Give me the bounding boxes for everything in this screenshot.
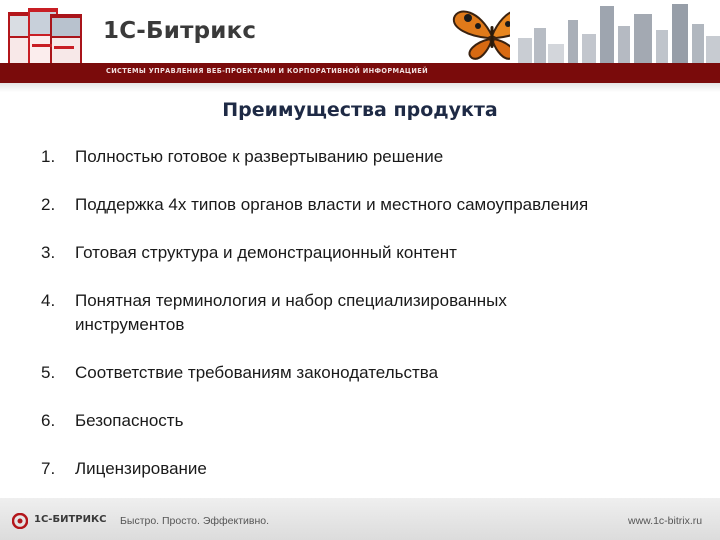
- list-item-number: 4.: [41, 291, 56, 310]
- list-item-text: Соответствие требованиям законодательства: [75, 363, 439, 382]
- list-item-text: Понятная терминология и набор специализированных: [75, 291, 507, 310]
- list-item-text: инструментов: [75, 315, 185, 334]
- list-item-number: 6.: [41, 411, 56, 430]
- tagline: СИСТЕМЫ УПРАВЛЕНИЯ ВЕБ-ПРОЕКТАМИ И КОРПОРАТИВНОЙ ИНФОРМАЦИЕЙ: [106, 67, 428, 75]
- list-item-number: 2.: [41, 195, 56, 214]
- footer-url[interactable]: www.1c-bitrix.ru: [628, 515, 703, 527]
- list-item-number: 5.: [41, 363, 56, 382]
- list-item-text: Безопасность: [75, 411, 184, 430]
- brand-logo-text: 1С-Битрикс: [103, 18, 257, 44]
- footer-slogan: Быстро. Просто. Эффективно.: [120, 515, 270, 527]
- footer: [0, 498, 720, 540]
- bitrix-logo-icon: [12, 513, 28, 529]
- list-item-text: Лицензирование: [75, 459, 207, 478]
- list-item-text: Поддержка 4х типов органов власти и местного самоуправления: [75, 195, 589, 214]
- list-item-number: 3.: [41, 243, 56, 262]
- list-item-number: 1.: [41, 147, 56, 166]
- list-item-text: Полностью готовое к развертыванию решение: [75, 147, 444, 166]
- slide-title: Преимущества продукта: [222, 99, 498, 121]
- list-item-text: Готовая структура и демонстрационный контент: [75, 243, 457, 262]
- header-divider: [0, 83, 720, 92]
- list-item-number: 7.: [41, 459, 56, 478]
- footer-brand: 1С-БИТРИКС: [34, 514, 107, 525]
